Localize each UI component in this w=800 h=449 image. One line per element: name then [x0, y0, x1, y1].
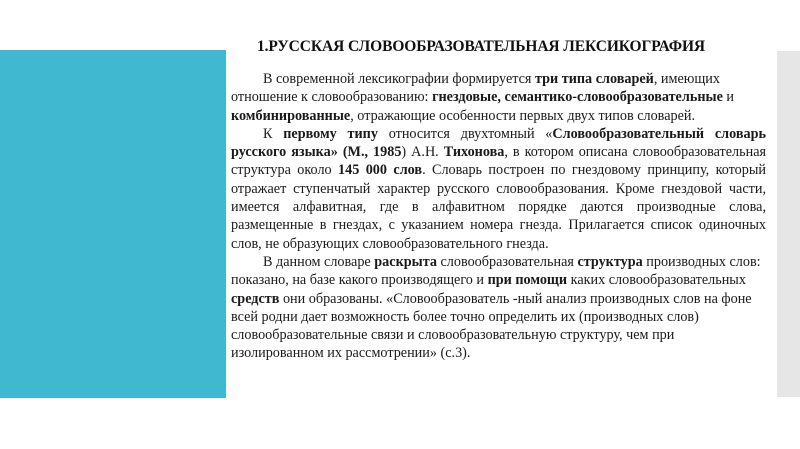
paragraph-first-type [231, 125, 766, 253]
text-segment: , в котором описана словообразовательная структура около [231, 144, 767, 179]
text-segment: относится двухтомный « [377, 125, 553, 142]
bold-term: раскрыта [374, 253, 437, 270]
text-segment: , имеющих отношение к словообразованию: [231, 71, 720, 106]
text-segment: они образованы. «Словообразователь -ный анализ производных слов на фоне всей родни дает возможность более точно определить их (производных слов) словообразовательные связи и словообразовательную структуру, чем при изолированном их рассмотрении» (с.3). [231, 290, 752, 362]
slide-body [231, 70, 766, 363]
text-segment: каких словообразовательных [567, 272, 746, 289]
text-segment: производных слов: показано, на базе какого производящего и [231, 253, 761, 289]
paragraph-structure [231, 253, 766, 363]
bold-term: Тихонова [443, 144, 505, 161]
text-segment: . Словарь построен по гнездовому принципу, который отражает ступенчатый характер русского словообразования. Кроме гнездовой части, имеется алфавитная, где в алфавитном порядке даются производные слова, размещенные в гнездах, с указанием номера гнезда. Прилагается список одиночных слов, не образующих словообразовательного гнезда. [231, 162, 766, 252]
side-bar [777, 51, 800, 397]
text-segment: , отражающие особенности первых двух типов словарей. [350, 107, 696, 124]
bold-term: Словообразовательный словарь русского языка» (М., 1985 [231, 125, 767, 161]
text-segment: ) А.Н. [401, 144, 444, 161]
bold-term: первому типу [283, 125, 378, 142]
bold-term: три типа словарей [534, 71, 654, 87]
bold-term: гнездовые, семантико-словообразовательные [432, 89, 723, 106]
accent-block [0, 50, 226, 398]
bold-term: комбинированные [231, 107, 351, 124]
text-segment: К [263, 125, 284, 142]
bold-term: средств [231, 290, 280, 307]
text-segment: В современной лексикографии формируется [263, 71, 535, 87]
text-segment: словообразовательная [436, 253, 578, 270]
paragraph-intro [231, 70, 766, 125]
bold-term: 145 000 слов [338, 162, 423, 179]
slide-title: 1.РУССКАЯ СЛОВООБРАЗОВАТЕЛЬНАЯ ЛЕКСИКОГРАФИЯ [257, 38, 706, 55]
text-segment: В данном словаре [263, 253, 375, 270]
text-segment: и [722, 89, 735, 106]
bold-term: при помощи [487, 272, 568, 289]
bold-term: структура [577, 253, 643, 270]
